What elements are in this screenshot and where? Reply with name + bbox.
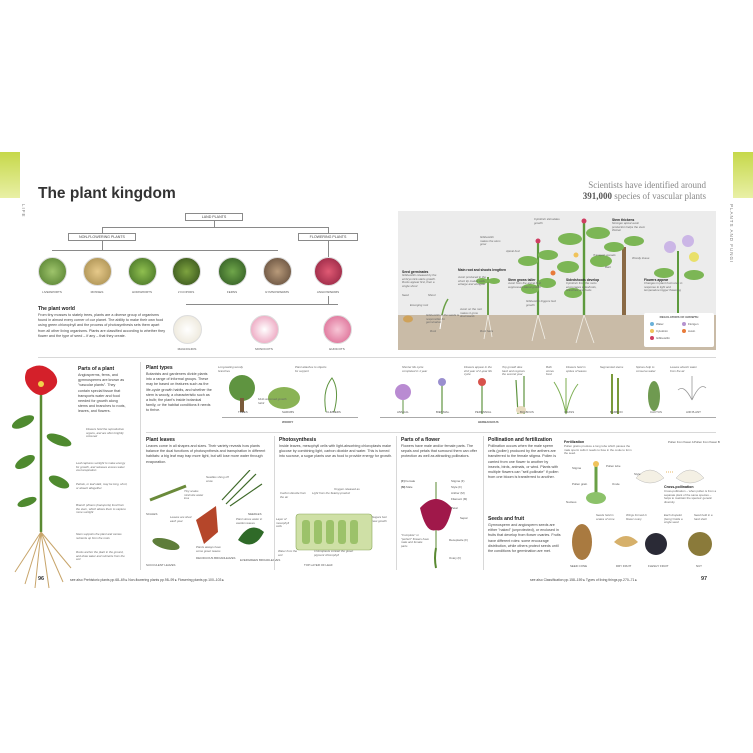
grow-step-4-text: Cytokinin from the roots encourages sideshoots, branches, and buds (566, 281, 597, 292)
tree-flowering: FLOWERING PLANTS (298, 233, 358, 241)
legend-label: Cytokinin (656, 329, 668, 333)
species-rest: species of vascular plants (614, 191, 706, 201)
parts-plant-heading: Parts of a plant (78, 366, 115, 372)
key-code: (F) (401, 479, 405, 483)
type-note: Plant attaches to objects for support (295, 365, 327, 373)
type-note: Long-lasting woody branches (218, 365, 243, 373)
legend-item (650, 329, 668, 333)
plant-types-heading: Plant types (146, 365, 173, 371)
plant-note-flower: Flowers hold the reproductive organs, and are often brightly coloured (86, 427, 124, 438)
legend-swatch (650, 329, 654, 333)
leaf-deciduous: DECIDUOUS BROADLEAVES (196, 556, 236, 560)
flower-text: Flowers have male and/or female parts. The sepals and petals that surround them can offer protection as well as attracting pollinators. (401, 444, 477, 459)
plant-note-petiole: Petiole, or leaf stalk, may be long, short, or absent altogether (76, 482, 128, 490)
woody-bracket (222, 417, 358, 418)
seeds-illustrations (566, 518, 718, 564)
leaf-note: Plants always have some green leaves (196, 545, 221, 553)
poll-label: Nucleus (566, 500, 577, 504)
lycopods-photo (172, 257, 201, 286)
tree-line (102, 227, 328, 228)
magnoliids-photo (173, 315, 202, 344)
liverworts-photo (38, 257, 67, 286)
legend-label: Florigen (688, 322, 699, 326)
legend-item (682, 329, 695, 333)
side-label-right: PLANTS AND FUNGI (729, 204, 734, 264)
group-label: MAGNOLIIDS (177, 347, 197, 351)
seed-note: Seeds held in scales of cone (596, 513, 615, 521)
type-grass: GRASS (564, 410, 575, 414)
grow-step-5-text: Stronger apical auxin production helps the stem thicken (612, 221, 646, 232)
grow-step-5: Stem thickens (612, 218, 635, 222)
legend-label: Gibberellin (656, 336, 670, 340)
flower-part: Sepal (460, 516, 468, 520)
seed-note: Each drupelet (berry) holds a single seed (664, 513, 683, 524)
flower-part: Ovary (F) (449, 556, 462, 560)
section-divider (38, 357, 716, 358)
type-annual: ANNUAL (397, 410, 409, 414)
photo-note: Carbon dioxide from the air (280, 491, 307, 499)
grow-step-2-text: Auxin produced in the shoot tip makes cells enlarge and elongate (458, 275, 486, 286)
legend-label: Water (656, 322, 664, 326)
leaf-note: Tiny scales minimize water loss (184, 489, 204, 500)
key-code: (M) (401, 485, 406, 489)
side-label-left: LIFE (21, 204, 26, 218)
seed-kind: DRY FRUIT (616, 564, 632, 568)
leaf-evergreen: EVERGREEN BROADLEAVES (240, 558, 281, 562)
photo-note: Chloroplasts contain the green pigment chlorophyll (314, 549, 354, 557)
cross-heading: Cross-pollination (664, 485, 694, 489)
legend-swatch (682, 329, 686, 333)
legend-item (650, 336, 670, 340)
note-bark: Bark (605, 265, 611, 269)
group-label: LIVERWORTS (42, 290, 62, 294)
type-note: Flowers held in spikes of leaves (566, 365, 587, 373)
poll-label: Stigma (572, 466, 581, 470)
pollination-text: Pollination occurs when the male sperm cells (pollen) produced by the anthers are transferred to the female stigma. Pollen is carried from one flower to another by insects, birds, animals, or wind. Plants with multiple flowers can "self-pollinate" if pollen from one bloom is transferred to another. (488, 444, 559, 480)
note-apical: Apical bud (506, 249, 520, 253)
seed-kind: FLESHY FRUIT (648, 564, 669, 568)
parts-plant-text: Angiosperms, ferns, and gymnosperms are known as "vascular plants". They contain special tissue that transports water and food needed for growth along stems and branches to roots, leaves, and flowers. (78, 373, 126, 414)
plant-world-text: From tiny mosses to stately trees, plants are a diverse group of organisms found in almost every corner of our planet. The ability to make their own food using green chlorophyll and the process of photosynthesis sets them apart from all other living organisms. Plants are classified according to whether they flower and the type of seed – if any – that they create. (38, 313, 166, 338)
grow-step-6: Flowers appear (644, 278, 669, 282)
page-title: The plant kingdom (38, 185, 176, 202)
flower-part: Anther (M) (451, 491, 465, 495)
herbaceous-label: HERBACEOUS (478, 420, 499, 424)
species-callout (556, 180, 706, 202)
plant-world-heading: The plant world (38, 306, 75, 312)
type-note: Top growth dies back and regrows the second year (502, 365, 525, 376)
plant-note-leaf: Leaf captures sunlight to make energy for growth, and releases excess water via transpiration (76, 461, 126, 472)
legend-label: Auxin (688, 329, 696, 333)
poll-label: Pollen tube (606, 464, 621, 468)
type-note: Segmented stems (600, 365, 624, 369)
leaves-heading: Plant leaves (146, 437, 175, 443)
type-note: Shorter life cycle completed in 1 year (402, 365, 428, 373)
species-line1: Scientists have identified around (588, 180, 706, 190)
monocots-photo (250, 315, 279, 344)
column-divider (483, 436, 484, 570)
column-divider (274, 436, 275, 570)
column-divider (140, 362, 141, 570)
note-transport: Transport vessels (593, 253, 616, 257)
group-label: HORNWORTS (132, 290, 152, 294)
group-label: LYCOPODS (177, 290, 195, 294)
note-emerging: Emerging root (410, 303, 429, 307)
poll-label: Pollen grain (572, 482, 588, 486)
species-number: 391,000 (582, 191, 613, 201)
page-number-left: 96 (38, 576, 45, 582)
leaf-scales: SCALES (146, 512, 158, 516)
legend-swatch (650, 336, 654, 340)
column-divider (396, 436, 397, 570)
photo-note: Sugars fuel new growth (372, 515, 387, 523)
flower-part: Stigma (F) (451, 479, 465, 483)
plant-types-text: Botanists and gardeners divide plants into a range of informal groups. These may be based on features such as the life-cycle growth habits, and whether the stem is woody, a characteristic such as a bulb; the plant's inside botanical family, or the habitat conditions it needs to thrive. (146, 372, 212, 413)
type-note: Bulb stores food (546, 365, 554, 376)
tree-line (328, 241, 329, 257)
tree-root: LAND PLANTS (185, 213, 243, 221)
grow-step-1: Seed germinates (402, 270, 429, 274)
flower-part: Filament (M) (451, 497, 468, 501)
note-auxin: Auxin on the root makes it grow downwards (460, 307, 482, 318)
footer-right: see also Classification pp.158–159 ▸ Types of living things pp.270–71 ▸ (530, 578, 638, 582)
hornworts-photo (128, 257, 157, 286)
legend-swatch (682, 322, 686, 326)
plant-note-branch: Branch phloem (transports) food from the stem, which allows them to capture more sunlight (76, 503, 126, 514)
legend-title: REGULATORS OF GROWTH (659, 315, 699, 319)
herbaceous-bracket (380, 417, 716, 418)
poll-label: Pollen from flower B (694, 440, 720, 444)
tree-non-flowering: NON-FLOWERING PLANTS (68, 233, 136, 241)
left-color-tab (0, 152, 20, 198)
type-trees: TREES (238, 410, 248, 414)
type-note: Leaves absorb water from the air (670, 365, 697, 373)
seed-note: Wings formed in flower ovary (626, 513, 647, 521)
photo-note: Oxygen released as a by-product (334, 487, 360, 495)
footer-left: see also Prehistoric plants pp.68–69 ▸ Non-flowering plants pp.98–99 ▸ Flowering plants pp.100–103 ▸ (70, 578, 225, 582)
type-cactus: CACTUS (650, 410, 662, 414)
group-label: MOSSES (90, 290, 104, 294)
angiosperms-photo (314, 257, 343, 286)
type-air-plant: AIR PLANT (686, 410, 701, 414)
photo-note: Light from the Sun (312, 491, 336, 495)
note-leaf: Gibberellin in the seeds is responsible for germination (426, 313, 460, 324)
fertilization-text: Pollen grains produce a long tube which passes the male sperm cells it needs to fuse in the ovule to form the seed. (564, 444, 632, 455)
type-biennial: BIENNIAL (436, 410, 450, 414)
note-cytokinin: Cytokinin stimulates growth (534, 217, 560, 225)
type-note: Spines help to conserve water (636, 365, 656, 373)
type-note: Flowers appear in the 2nd year of 2-year life cycle (464, 365, 492, 376)
tree-line (186, 304, 338, 305)
mosses-photo (83, 257, 112, 286)
photo-note: Layer of mesophyll cells (276, 517, 290, 528)
group-label: MONOCOTS (255, 347, 273, 351)
grow-step-3-text: Auxin from the apical bud suppresses lateral growth (508, 281, 541, 289)
leaf-note: Plant stores water in swollen leaves (236, 517, 263, 525)
growth-legend (644, 313, 714, 347)
type-perennial: PERENNIAL (475, 410, 492, 414)
seed-kind: NUT (696, 564, 702, 568)
photo-note: Water from the soil (278, 549, 298, 557)
eudicots-photo (323, 315, 352, 344)
group-label: FERNS (226, 290, 238, 294)
plant-note-stem: Stem supports the plant and carries nutrients up from the roots (76, 532, 122, 540)
note-woody: Woody tissue (632, 256, 650, 260)
type-shrubs: SHRUBS (282, 410, 295, 414)
gymnosperms-photo (263, 257, 292, 286)
key-name: Male (406, 485, 413, 489)
group-label: GYMNOSPERMS (264, 290, 289, 294)
flower-part: Receptacle (F) (449, 538, 468, 542)
grow-step-4: Sidedshoots develop (566, 278, 600, 282)
legend-item (682, 322, 698, 326)
photo-text: Inside leaves, mesophyll cells with light-absorbing chloroplasts make glucose by combining light, carbon dioxide and water. This is turned into sucrose, a sugar plants use as food to provide energy for growth. (279, 444, 393, 459)
plant-diagram (5, 362, 85, 592)
note-shoot: Shoot (428, 293, 436, 297)
note-root: Root (430, 329, 437, 333)
leaf-succulent: SUCCULENT LEAVES (146, 563, 176, 567)
section-divider (146, 432, 716, 433)
type-bamboo: BAMBOO (610, 410, 623, 414)
tree-line (328, 296, 329, 304)
leaf-note: Needles shrug off snow (206, 475, 229, 483)
fertilization-heading: Fertilization (564, 440, 585, 444)
group-label: ANGIOSPERMS (316, 290, 340, 294)
poll-label: Style (634, 472, 641, 476)
legend-swatch (650, 322, 654, 326)
tree-line (102, 241, 103, 250)
seed-kind: SEED CONE (570, 564, 588, 568)
flower-part: Petal (451, 506, 458, 510)
type-bulbous: BULBOUS (520, 410, 534, 414)
page-number-right: 97 (701, 576, 708, 582)
grow-step-3: Stem grows taller (508, 278, 536, 282)
plant-note-roots: Roots anchor the plant in the ground, and draw water and nutrients from the soil (76, 550, 125, 561)
cross-text: Cross-pollination – when pollen is from a separate plant of the same species – helps to maintain the species' genetic diversity. (664, 489, 717, 504)
key-name: Female (405, 479, 416, 483)
type-note: Multi-stemmed growth habit (258, 397, 287, 405)
legend-item (650, 322, 664, 326)
pollination-heading: Pollination and fertilization (488, 437, 552, 443)
type-climbers: CLIMBERS (326, 410, 341, 414)
leaves-text: Leaves come in all shapes and sizes. Their variety reveals how plants balance the dual functions of photosynthesis and transpiration in different habitats: a big leaf may trap more light, but will lose more water through evaporation. (146, 444, 266, 464)
note-seed: Seed (402, 293, 409, 297)
poll-label: Ovule (612, 482, 620, 486)
note-root-hairs: Root hairs (480, 329, 494, 333)
note-tip: Gibberellin triggers bud growth (526, 299, 556, 307)
grow-step-2: Main root and shoots lengthen (458, 268, 506, 272)
leaf-needles: NEEDLES (248, 512, 262, 516)
poll-label: Pollen from flower A (668, 440, 694, 444)
note-gib: Gibberellin makes the stem grow (480, 235, 501, 246)
seeds-heading: Seeds and fruit (488, 516, 525, 522)
ferns-photo (218, 257, 247, 286)
leaf-note: Leaves are shed each year (170, 515, 192, 523)
photo-caption: TOP LAYER OF LEAF (304, 563, 333, 567)
grow-step-6-text: Changes in plant hormones in response to light and temperature trigger flowering (644, 281, 683, 292)
group-label: EUDICOTS (329, 347, 345, 351)
tree-line (52, 250, 278, 251)
flower-heading: Parts of a flower (401, 437, 440, 443)
right-color-tab (733, 152, 753, 198)
seed-note: Seed held in a hard shell (694, 513, 713, 521)
seeds-text: Gymnosperm and angiosperm seeds are either "naked" (unprotected), or enclosed in fruits that develop from flower ovaries. Fruits have different roles: some encourage distribution, while others protect seeds until the conditions for germination are met. (488, 523, 561, 554)
flower-part: Style (F) (451, 485, 462, 489)
grow-step-1-text: Gibberellin released by the embryo kick-starts growth. Roots appear first, then a single shoot (402, 273, 437, 288)
flower-note: "Complete" or "perfect" flowers have male and female parts (401, 533, 429, 548)
photo-heading: Photosynthesis (279, 437, 317, 443)
woody-label: WOODY (282, 420, 294, 424)
